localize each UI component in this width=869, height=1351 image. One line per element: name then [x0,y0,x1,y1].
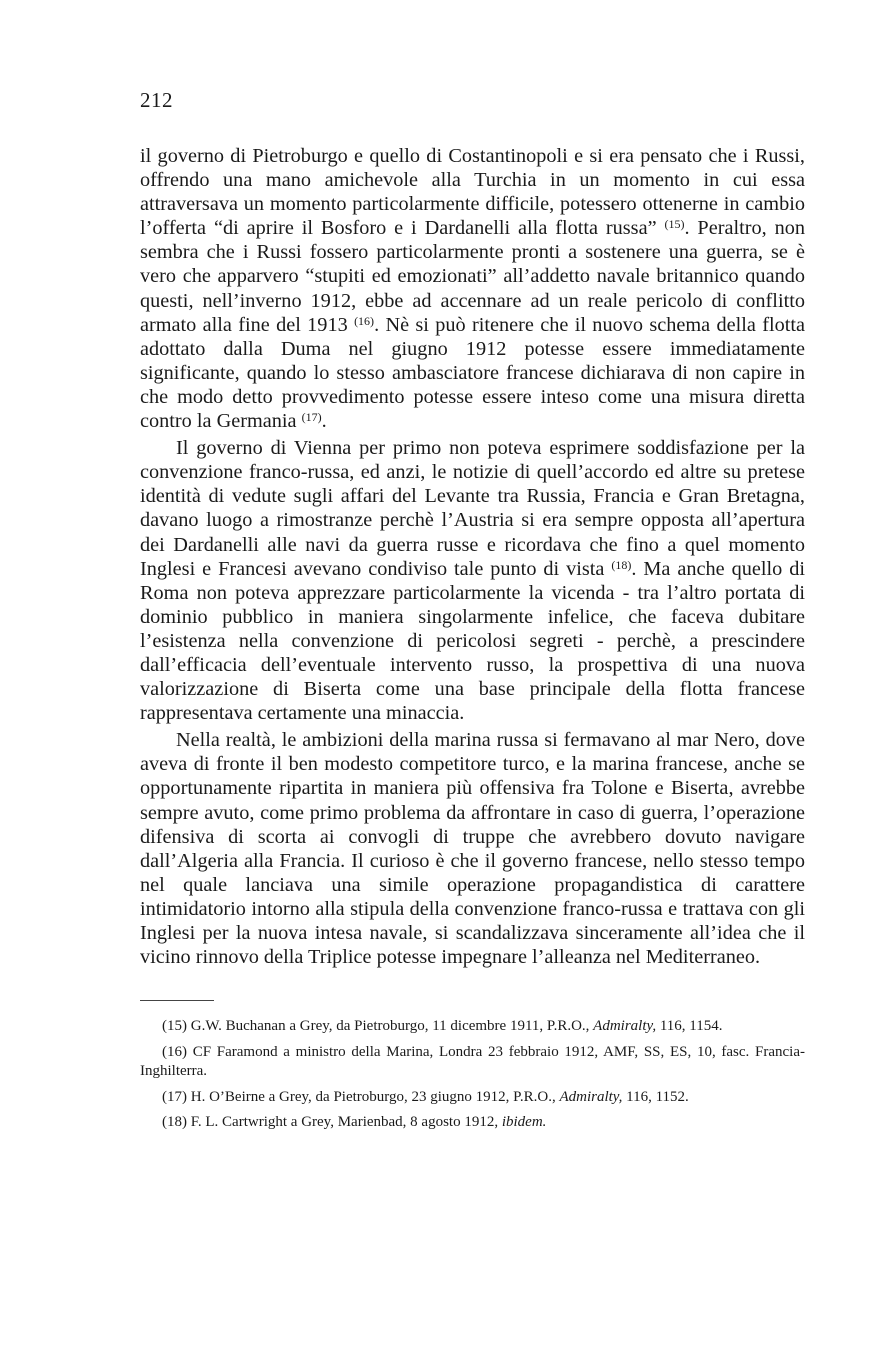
paragraph [140,436,805,725]
paragraph [140,728,805,969]
text-run: (17) H. O’Beirne a Grey, da Pietroburgo, 23 giugno 1912, P.R.O., [162,1088,560,1105]
text-run: 116, 1154. [656,1018,723,1034]
text-run: . Ma anche quello di Roma non poteva apprezzare particolarmente la vicenda - tra l’altro portata di dominio pubblico in maniera singolarmente infelice, che faceva dubitare l’esistenza nella convenzione di pericolosi segreti - perchè, a prescindere dall’efficacia dell’eventuale intervento russo, la prospettiva di una nuova valorizzazione di Biserta come una base principale della flotta francese rappresentava certamente una minaccia. [140,557,805,725]
page-number: 212 [140,88,173,112]
footnote [140,1088,805,1108]
footnote [140,1043,805,1082]
footnote-reference: (17) [301,410,322,425]
text-run: Il governo di Vienna per primo non poteva esprimere soddisfazione per la convenzione franco-russa, ed anzi, le notizie di quell’accordo ed altre su pretese identità di vedute sugli affari del Levante tra Russia, Francia e Gran Bretagna, davano luogo a rimostranze perchè l’Austria si era sempre opposta all’apertura dei Dardanelli alle navi da guerra russe e ricordava che fino a quel momento Inglesi e Francesi avevano condiviso tale punto di vista [140,437,805,580]
footnote [140,1113,805,1133]
footnote-separator [140,1000,214,1001]
italic-citation: Admiralty, [559,1088,623,1105]
footnotes [140,1017,805,1139]
text-run: 116, 1152. [622,1088,689,1105]
text-run: (18) F. L. Cartwright a Grey, Marienbad, 8 agosto 1912, [162,1114,502,1130]
footnote-reference: (15) [664,217,685,232]
paragraph [140,144,805,433]
text-run: (16) CF Faramond a ministro della Marina, Londra 23 febbraio 1912, AMF, SS, ES, 10, fasc. Francia-Inghilterra. [140,1043,805,1079]
text-run: . [321,410,327,433]
text-run: Nella realtà, le ambizioni della marina russa si fermavano al mar Nero, dove aveva di fronte il ben modesto competitore turco, e la marina francese, anche se opportunamente ripartita in maniera più offensiva fra Tolone e Biserta, avrebbe sempre avuto, come primo problema da affrontare in caso di guerra, l’operazione difensiva di scorta ai convogli di truppe che avrebbero dovuto navigare dall’Algeria alla Francia. Il curioso è che il governo francese, nello stesso tempo nel quale lanciava una simile operazione propagandistica di carattere intimidatorio intorno alla stipula della convenzione franco-russa e trattava con gli Inglesi per la nuova intesa navale, si scandalizzava sinceramente all’idea che il vicino rinnovo della Triplice potesse impegnare l’alleanza nel Mediterraneo. [140,729,805,969]
italic-citation: Admiralty, [593,1018,657,1034]
text-run: . Peraltro, non sembra che i Russi fossero particolarmente pronti a sostenere una guerra, se è vero che apparvero “stupiti ed emozionati” all’addetto navale britannico quando questi, nell’inverno 1912, ebbe ad accennare ad un reale pericolo di conflitto armato alla fine del 1913 [140,217,806,336]
text-run: il governo di Pietroburgo e quello di Costantinopoli e si era pensato che i Russi, offrendo una mano amichevole alla Turchia in un momento in cui essa attraversava un momento particolarmente difficile, potessero ottenerne in cambio l’offerta “di aprire il Bosforo e i Dardanelli alla flotta russa” [140,145,805,240]
italic-citation: ibidem. [501,1114,547,1130]
footnote [140,1017,805,1037]
text-run: . Nè si può ritenere che il nuovo schema della flotta adottato dalla Duma nel giugno 1912 potesse essere immediatamente significante, quando lo stesso ambasciatore francese dichiarava di non capire in che modo detto provvedimento potesse essere inteso come una misura diretta contro la Germania [140,313,805,433]
text-run: (15) G.W. Buchanan a Grey, da Pietroburgo, 11 dicembre 1911, P.R.O., [162,1018,594,1034]
body-text [140,144,805,969]
footnote-reference: (18) [611,557,632,572]
footnote-reference: (16) [354,313,375,328]
